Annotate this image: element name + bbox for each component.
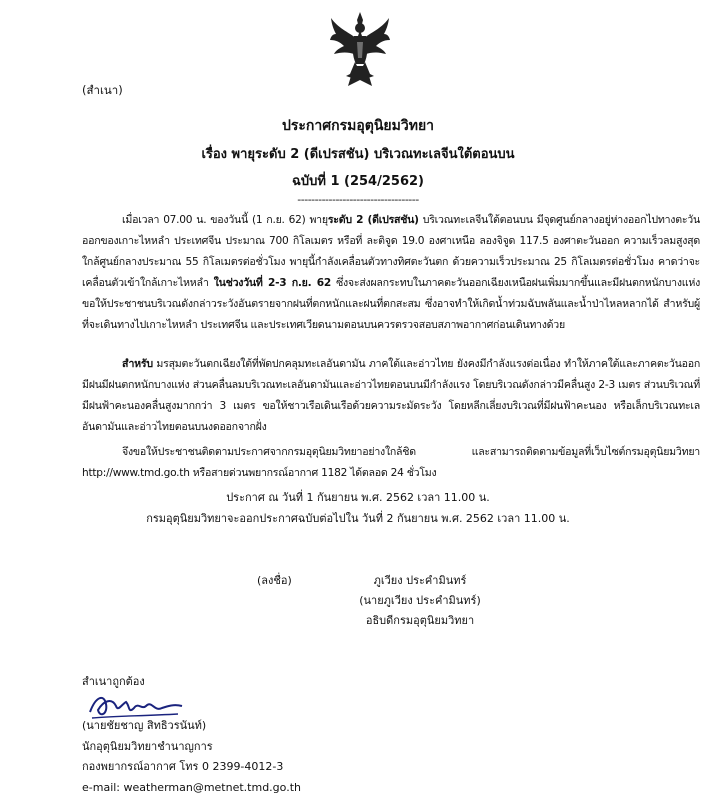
issue-number: ฉบับที่ 1 (254/2562): [292, 174, 424, 189]
paragraph-follow-updates: จึงขอให้ประชาชนติดตามประกาศจากกรมอุตุนิยมวิทยาอย่างใกล้ชิด และสามารถติดตามข้อมูลที่เว็บไซต์กรมอุตุนิยมวิทยา http://www.tmd.go.th หรือสายด่วนพยากรณ์อากาศ 1182 ได้ตลอด 24 ชั่วโมง: [82, 446, 700, 479]
signatory-full-name: (นายภูเวียง ประคำมินทร์): [359, 594, 481, 607]
division-phone: กองพยากรณ์อากาศ โทร 0 2399-4012-3: [82, 760, 284, 773]
announcement-subject: เรื่อง พายุระดับ 2 (ดีเปรสชัน) บริเวณทะเลจีนใต้ตอนบน: [201, 147, 515, 162]
contact-email: e-mail: weatherman@metnet.tmd.go.th: [82, 780, 301, 794]
issued-date: ประกาศ ณ วันที่ 1 กันยายน พ.ศ. 2562 เวลา 11.00 น.: [226, 491, 490, 504]
paragraph-storm-details: เมื่อเวลา 07.00 น. ของวันนี้ (1 ก.ย. 62) พายุระดับ 2 (ดีเปรสชัน) บริเวณทะเลจีนใต้ตอนบน มีจุดศูนย์กลางอยู่ห่างออกไปทางตะวันออกของเกาะไหหลำ ประเทศจีน ประมาณ 700 กิโลเมตร หรือที่ ละติจูด 19.0 องศาเหนือ ลองจิจูด 117.5 องศาตะวันออก ความเร็วลมสูงสุดใกล้ศูนย์กลางประมาณ 55 กิโลเมตรต่อชั่วโมง พายุนี้กำลังเคลื่อนตัวทางทิศตะวันตก ด้วยความเร็วประมาณ 25 กิโลเมตรต่อชั่วโมง คาดว่าจะเคลื่อนตัวเข้าใกล้เกาะไหหลำ ในช่วงวันที่ 2-3 ก.ย. 62 ซึ่งจะส่งผลกระทบในภาคตะวันออกเฉียงเหนือฝนเพิ่มมากขึ้นและมีฝนตกหนักบางแห่ง ขอให้ประชาชนบริเวณดังกล่าวระวังอันตรายจากฝนที่ตกหนักและฝนที่ตกสะสม ซึ่งอาจทำให้เกิดน้ำท่วมฉับพลันและน้ำป่าไหลหลากได้ สำหรับผู้ที่จะเดินทางไปเกาะไหหลำ ประเทศจีน และประเทศเวียดนามตอนบนควรตรวจสอบสภาพอากาศก่อนเดินทางด้วย: [82, 214, 700, 331]
separator-dashes: -----------------------------------: [297, 193, 419, 206]
signatory-name: ภูเวียง ประคำมินทร์: [373, 574, 467, 587]
next-issue-date: กรมอุตุนิยมวิทยาจะออกประกาศฉบับต่อไปใน วันที่ 2 กันยายน พ.ศ. 2562 เวลา 11.00 น.: [146, 512, 570, 525]
signature-label: (ลงชื่อ): [257, 574, 292, 587]
certified-copy-label: สำเนาถูกต้อง: [82, 675, 145, 688]
signatory-position: อธิบดีกรมอุตุนิยมวิทยา: [365, 614, 475, 627]
announcement-title: ประกาศกรมอุตุนิยมวิทยา: [281, 118, 435, 134]
garuda-emblem: [328, 10, 392, 90]
certifier-name: (นายชัยชาญ สิทธิวรนันท์): [82, 719, 207, 732]
signature-block: [330, 571, 510, 631]
certifier-block: [82, 716, 301, 798]
certifier-position: นักอุตุนิยมวิทยาชำนาญการ: [82, 739, 213, 753]
paragraph-monsoon: สำหรับ มรสุมตะวันตกเฉียงใต้ที่พัดปกคลุมทะเลอันดามัน ภาคใต้และอ่าวไทย ยังคงมีกำลังแรงต่อเนื่อง ทำให้ภาคใต้และภาคตะวันออกมีฝนมีฝนตกหนักบางแห่ง ส่วนคลื่นลมบริเวณทะเลอันดามันและอ่าวไทยตอนบนมีกำลังแรง โดยบริเวณดังกล่าวมีคลื่นสูง 2-3 เมตร ส่วนบริเวณที่มีฝนฟ้าคะนองคลื่นสูงมากกว่า 3 เมตร ขอให้ชาวเรือเดินเรือด้วยความระมัดระวัง โดยหลีกเลี่ยงบริเวณที่มีฝนฟ้าคะนอง หรือเล็กบริเวณทะเลอันดามันและอ่าวไทยตอนบนงดออกจากฝั่ง: [82, 358, 700, 433]
copy-label: (สำเนา): [82, 83, 123, 97]
